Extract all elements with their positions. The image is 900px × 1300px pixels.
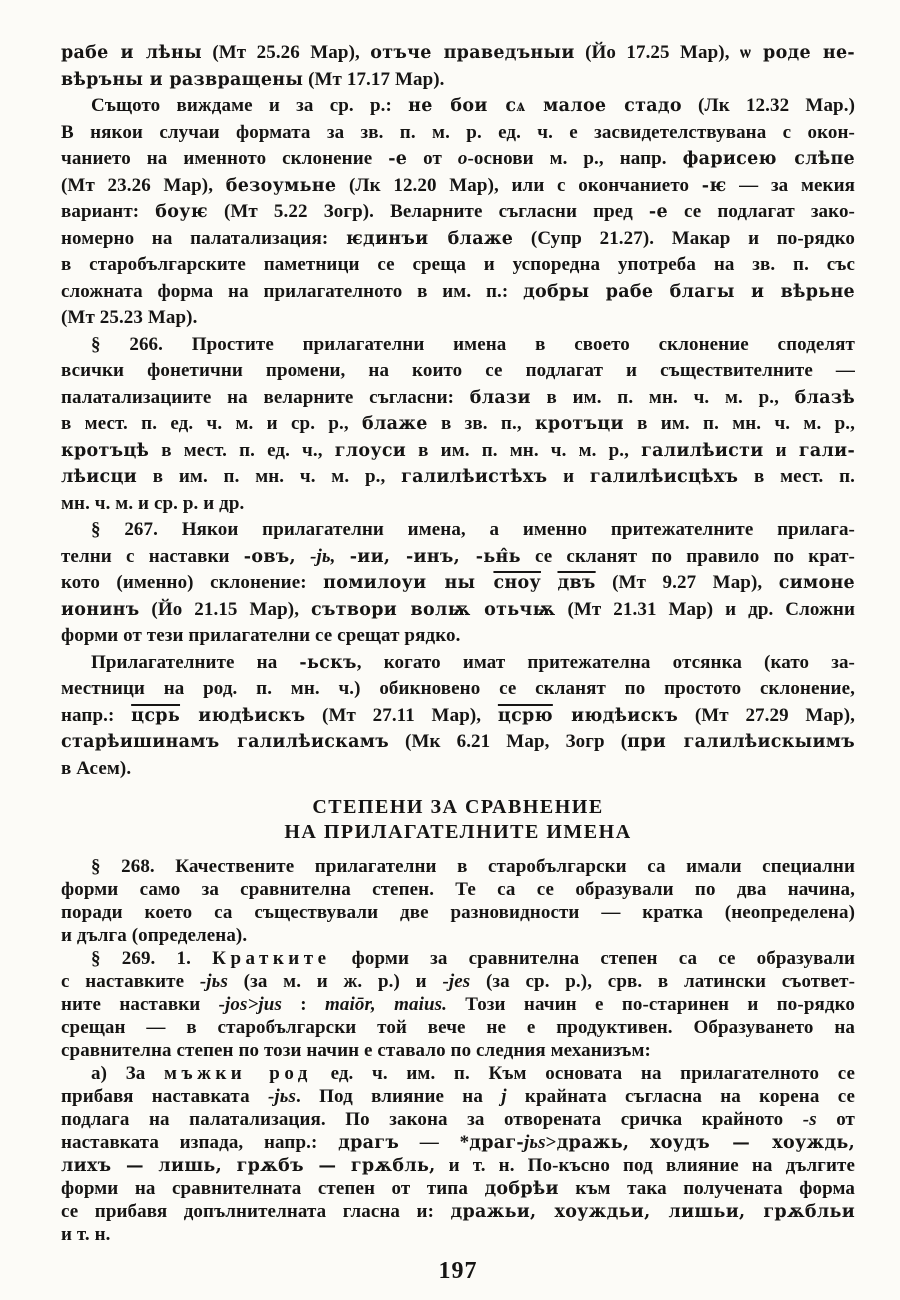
text-segment: кото (именно) склонение: — [61, 572, 324, 593]
text-line — [61, 252, 855, 279]
text-line — [61, 332, 855, 359]
paragraph — [61, 1062, 855, 1246]
text-line — [61, 855, 855, 878]
text-segment: местници на род. п. мн. ч.) обикновено се скланят по простото склонение, — [61, 678, 855, 699]
page-number: 197 — [438, 1258, 478, 1284]
text-line — [61, 1039, 855, 1062]
text-segment: — за мекия — [726, 174, 855, 196]
text-segment: форми от тези прилагателни се срещат рядко. — [61, 625, 461, 646]
text-segment: (за ср. р.), срв. в латински съответ- — [470, 971, 855, 992]
text-line — [61, 93, 855, 120]
ocs-word: июдѣискъ — [552, 705, 679, 726]
text-line — [61, 1016, 855, 1039]
italic-segment: -jьs — [267, 1086, 297, 1107]
text-segment: , когато имат притежателна отсянка (като за- — [356, 651, 855, 673]
text-segment: (Мт 5.22 Зогр). Веларните съгласни пред — [207, 201, 649, 222]
ocs-word-titlo: цсрь — [131, 705, 181, 726]
text-segment — [296, 546, 310, 567]
text-line — [61, 385, 855, 412]
italic-segment: -jes — [442, 971, 471, 992]
text-segment: (Мт 27.29 Мар), — [678, 704, 855, 726]
section-heading-line: СТЕПЕНИ ЗА СРАВНЕНИЕ — [312, 796, 604, 818]
text-line — [61, 464, 855, 491]
paragraph — [61, 93, 855, 332]
text-segment: форми за сравнителна степен са се образували — [330, 948, 855, 969]
text-line — [61, 924, 855, 947]
text-segment: > — [545, 1132, 557, 1153]
text-segment: в старобългарските паметници се среща и успоредна употреба на зв. п. със — [61, 254, 855, 275]
text-segment: ед. ч. им. п. Към основата на прилагателното се — [311, 1063, 855, 1084]
italic-segment: -jь, — [310, 545, 336, 567]
ocs-word: драг- — [469, 1133, 524, 1153]
text-line — [61, 901, 855, 924]
italic-segment: -s — [802, 1109, 817, 1130]
text-segment: (Мт 25.26 Мар), — [201, 42, 371, 63]
text-segment: напр.: — [61, 704, 132, 726]
ocs-word: глоуси — [334, 440, 407, 461]
ocs-word: лихъ — лишь, грѫбъ — грѫбль, — [61, 1156, 436, 1176]
text-segment: : — [281, 994, 326, 1015]
text-segment: (Мт 17.17 Мар). — [303, 68, 445, 90]
italic-segment: -jos>jus — [218, 994, 282, 1015]
ocs-word: драгъ — [338, 1133, 400, 1153]
text-segment: (Мт 25.23 Мар). — [61, 307, 198, 328]
text-segment: към така получената форма — [558, 1178, 855, 1199]
text-segment: с наставките — [61, 971, 200, 992]
text-line — [61, 676, 855, 703]
text-segment: и — [547, 466, 590, 487]
section-heading-line: НА ПРИЛАГАТЕЛНИТЕ ИМЕНА — [284, 821, 632, 843]
paragraph — [61, 517, 855, 650]
text-segment: § 266. Простите прилагателни имена в своето склонение споделят — [91, 333, 855, 355]
ocs-word: блаже — [362, 414, 428, 434]
text-line — [61, 199, 855, 226]
text-segment: в мест. п. — [738, 466, 855, 487]
text-line — [61, 438, 855, 465]
ocs-word: блази — [469, 387, 531, 408]
spaced-segment: Кратките — [212, 948, 331, 969]
ocs-word: ионинъ — [61, 599, 140, 620]
text-segment: (Мт 27.11 Мар), — [305, 704, 498, 726]
text-segment: в мест. п. ед. ч., — [149, 439, 335, 461]
ocs-word: хоудъ — хоуждь, — [650, 1133, 855, 1153]
text-line — [61, 570, 855, 597]
text-segment: (Мт 23.26 Мар), — [61, 174, 226, 196]
text-segment: . Под влияние на — [296, 1086, 502, 1107]
text-segment: В някои случаи формата за зв. п. м. р. ед. ч. е засвидетелствувана с окон- — [61, 121, 855, 143]
text-segment: срещан — в старобългарски той вече не е продуктивен. Образуването на — [61, 1017, 855, 1038]
text-line — [61, 544, 855, 571]
text-segment: в им. п. мн. ч. м. р., — [406, 439, 642, 461]
text-segment: в им. п. мн. ч. м. р., — [530, 386, 795, 408]
text-line — [61, 1223, 855, 1246]
ocs-word: отъче праведъныи — [370, 43, 575, 63]
text-segment: Същото виждаме и за ср. р.: — [91, 95, 409, 116]
text-segment: чанието на именното склонение — [61, 148, 389, 169]
text-segment: -основи м. р., напр. — [467, 148, 683, 169]
ocs-word: вѣръны и развращены — [61, 69, 304, 90]
text-line — [61, 947, 855, 970]
ocs-word: лѣисци — [61, 467, 137, 487]
text-line — [61, 173, 855, 200]
text-segment: в им. п. мн. ч. м. р., — [623, 413, 855, 434]
ocs-word: -ьскъ — [299, 652, 357, 673]
text-line — [61, 358, 855, 385]
ocs-word: помилоуи ны — [323, 573, 494, 593]
text-segment: поради което са съществували две разновидности — кратка (неопределена) — [61, 902, 855, 923]
text-segment: в мест. п. ед. ч. м. и ср. р., — [61, 413, 363, 434]
text-line — [61, 993, 855, 1016]
ocs-word: -ии, -инъ, -ьн̂ь — [349, 546, 521, 567]
text-segment: от — [407, 148, 458, 169]
ocs-word: старѣишинамъ галилѣискамъ — [61, 732, 389, 752]
text-line — [61, 1085, 855, 1108]
text-line — [61, 226, 855, 253]
ocs-word: ѡ роде не- — [739, 43, 855, 63]
text-segment: в им. п. мн. ч. м. р., — [137, 466, 402, 487]
text-segment: мн. ч. м. и ср. р. и др. — [61, 492, 245, 514]
text-segment: от — [816, 1109, 855, 1130]
text-segment: в зв. п., — [427, 413, 535, 434]
text-line — [61, 1062, 855, 1085]
text-segment: палатализациите на веларните съгласни: — [61, 386, 470, 408]
ocs-word: рабе и лѣны — [61, 43, 202, 63]
ocs-word: галилѣистѣхъ — [401, 467, 548, 487]
text-segment: Прилагателните на — [91, 651, 300, 673]
text-segment: номерно на палатализация: — [61, 227, 346, 249]
italic-segment: jьs — [523, 1132, 546, 1153]
text-segment: а) За — [91, 1063, 165, 1084]
text-line — [61, 279, 855, 306]
ocs-word: -е — [388, 149, 408, 169]
text-segment: и т. н. — [61, 1224, 111, 1245]
text-line — [61, 411, 855, 438]
text-segment: (Лк 12.32 Мар.) — [681, 95, 855, 116]
spaced-segment: мъжки род — [164, 1063, 312, 1084]
ocs-word: -овъ, — [243, 546, 296, 567]
text-line — [61, 878, 855, 901]
ocs-word: дражь, — [556, 1133, 630, 1153]
text-line — [61, 597, 855, 624]
text-segment: § 268. Качествените прилагателни в старобългарски са имали специални — [91, 856, 855, 877]
text-line — [61, 491, 855, 518]
ocs-word: кротъци — [534, 414, 624, 434]
text-segment: — * — [399, 1132, 470, 1153]
text-segment — [336, 546, 350, 567]
paragraph — [61, 40, 855, 93]
text-line — [61, 120, 855, 147]
ocs-word: фарисею слѣпе — [682, 149, 855, 169]
text-segment: (Мт 9.27 Мар), — [595, 572, 779, 593]
ocs-word: боуѥ — [155, 202, 208, 222]
paragraph — [61, 947, 855, 1062]
ocs-word-titlo: сноу — [493, 573, 541, 593]
italic-segment: j — [501, 1086, 507, 1107]
ocs-word: -е — [648, 202, 668, 222]
italic-segment: -jьs — [199, 971, 228, 992]
ocs-word: кротъцѣ — [61, 440, 150, 461]
italic-segment: о — [457, 148, 468, 169]
ocs-word: симоне — [778, 573, 855, 593]
text-line — [61, 1108, 855, 1131]
text-segment: в Асем). — [61, 757, 132, 779]
text-segment: се скланят по правило по крат- — [520, 545, 855, 567]
text-segment: (Йо 17.25 Мар), — [574, 42, 740, 63]
text-segment — [541, 572, 558, 593]
text-segment: (Лк 12.20 Мар), или с окончанието — [336, 174, 702, 196]
text-segment: се подлагат зако- — [667, 201, 855, 222]
ocs-word: при галилѣискыимъ — [627, 732, 855, 752]
text-line — [61, 703, 855, 730]
text-line — [61, 729, 855, 756]
text-line — [61, 40, 855, 67]
text-segment: (Мт 21.31 Мар) и др. Сложни — [555, 598, 855, 620]
ocs-word: июдѣискъ — [180, 705, 306, 726]
ocs-word: дражьи, хоуждьи, лишьи, грѫбльи — [450, 1202, 855, 1222]
paragraph — [61, 855, 855, 947]
text-segment: прибавя наставката — [61, 1086, 268, 1107]
text-segment: § 269. 1. — [91, 948, 213, 969]
ocs-word: -ѥ — [701, 175, 727, 196]
italic-segment: maiōr, maius. — [325, 994, 447, 1015]
text-segment: вариант: — [61, 201, 156, 222]
text-segment: (Мк 6.21 Мар, Зогр ( — [388, 731, 628, 752]
ocs-word-titlo: двъ — [557, 573, 596, 593]
ocs-word: не бои сѧ малое стадо — [408, 96, 682, 116]
page-text — [61, 40, 855, 1285]
text-line — [61, 1177, 855, 1200]
text-segment: всички фонетични промени, на които се подлагат и съществителните — — [61, 360, 855, 381]
text-line — [61, 1154, 855, 1177]
text-segment: форми само за сравнителна степен. Те са се образували по два начина, — [61, 879, 855, 900]
text-line — [61, 305, 855, 332]
text-segment: и т. н. По-късно под влияние на дългите — [435, 1155, 855, 1176]
text-segment: подлага на палатализация. По закона за отворената сричка крайното — [61, 1109, 803, 1130]
ocs-word: ѥдинъи блаже — [345, 228, 514, 249]
ocs-word: гали- — [798, 440, 855, 461]
text-segment: Този начин е по-старинен и по-рядко — [446, 994, 855, 1015]
text-line — [61, 970, 855, 993]
text-segment: форми на сравнителната степен от типа — [61, 1178, 485, 1199]
text-line — [61, 67, 855, 94]
ocs-word: безоумьне — [225, 175, 337, 196]
text-segment: § 267. Някои прилагателни имена, а именно притежателните прилага- — [91, 519, 855, 540]
ocs-word: галилѣисти — [641, 440, 764, 461]
ocs-word-titlo: цсрю — [497, 705, 553, 726]
ocs-word: сътвори волѭ отьчѭ — [310, 599, 556, 620]
text-segment: наставката изпада, напр.: — [61, 1132, 339, 1153]
text-line — [61, 1131, 855, 1154]
ocs-word: галилѣисцѣхъ — [589, 467, 739, 487]
text-segment: (Йо 21.15 Мар), — [139, 598, 311, 620]
text-segment: телни с наставки — [61, 545, 244, 567]
text-segment: (Супр 21.27). Макар и по-рядко — [513, 227, 855, 249]
text-line — [61, 1200, 855, 1223]
text-segment: и — [763, 439, 799, 461]
text-segment: крайната съгласна на корена се — [506, 1086, 855, 1107]
text-segment — [629, 1132, 650, 1153]
text-line — [61, 517, 855, 544]
text-line — [61, 650, 855, 677]
ocs-word: блазѣ — [794, 387, 855, 408]
ocs-word: добрѣи — [484, 1179, 559, 1199]
paragraph — [61, 332, 855, 518]
text-line — [61, 756, 855, 783]
section-heading — [61, 795, 855, 845]
text-line — [61, 623, 855, 650]
text-segment: ните наставки — [61, 994, 219, 1015]
text-segment: се прибавя допълнителната гласна и: — [61, 1201, 451, 1222]
text-segment: и дълга (определена). — [61, 925, 248, 946]
text-line — [61, 146, 855, 173]
ocs-word: добры рабе благы и вѣрьне — [523, 281, 855, 302]
text-segment: (за м. и ж. р.) и — [227, 971, 443, 992]
text-segment: сложната форма на прилагателното в им. п.: — [61, 280, 524, 302]
paragraph — [61, 650, 855, 783]
text-segment: сравнителна степен по този начин е ставало по следния механизъм: — [61, 1040, 651, 1061]
